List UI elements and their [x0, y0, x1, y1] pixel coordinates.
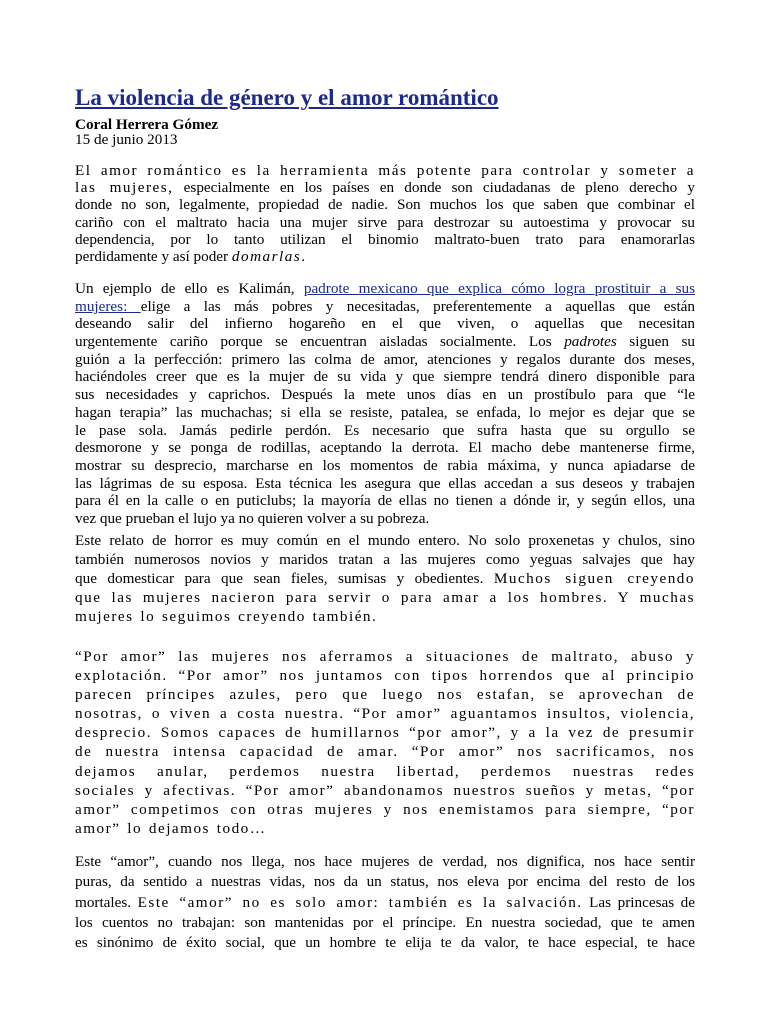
text-segment: las mujeres, — [75, 179, 174, 197]
text-line: los cuentos no trabajan: son mantenidas por el príncipe. En nuestra sociedad, que te amen — [75, 913, 695, 931]
text-line — [75, 569, 695, 588]
text-segment: siguen su — [616, 333, 695, 351]
text-line: sus necesidades y caprichos. Después la mete unos días en un prostíbulo para que “le — [75, 386, 695, 404]
text-segment: que domesticar para que sean fieles, sumisas y obedientes. — [75, 570, 494, 587]
text-line: desprecio. Somos capaces de humillarnos “por amor”, y a la vez de presumir — [75, 724, 695, 742]
text-line: desmorone y se ponga de rodillas, aceptando la derrota. El macho debe mantenerse firme, — [75, 439, 695, 457]
text-line: “Por amor” las mujeres nos aferramos a situaciones de maltrato, abuso y — [75, 648, 695, 665]
text-line: también numerosos novios y maridos tratan a las mujeres como yeguas salvajes que hay — [75, 551, 695, 568]
text-line: mujeres lo seguimos creyendo también. — [75, 608, 378, 625]
text-line: Este “amor”, cuando nos llega, nos hace mujeres de verdad, nos dignifica, nos hace sentir — [75, 853, 695, 870]
text-segment: mortales. — [75, 893, 138, 911]
publish-date: 15 de junio 2013 — [75, 131, 178, 148]
author-name: Coral Herrera Gómez — [75, 116, 219, 133]
text-line: cariño con el maltrato hacia una mujer sirve para destrozar su autoestima y provocar su — [75, 213, 695, 231]
text-line: haciéndoles creer que es la mujer de su vida y que siempre tendrá dinero disponible para — [75, 368, 695, 386]
paragraph — [75, 852, 695, 953]
paragraph — [75, 531, 695, 626]
text-line: deseando salir del infierno hogareño en el que viven, o aquellas que necesitan — [75, 315, 695, 333]
paragraph — [75, 280, 695, 528]
text-segment: Las princesas de — [582, 893, 695, 911]
text-line: para él en la calle o en puticlubs; la mayoría de ellas no tienen a dónde ir, y según ellos, una — [75, 492, 695, 510]
text-line — [75, 280, 695, 298]
text-line: amor” competimos con otras mujeres y nos enemistamos para siempre, “por — [75, 800, 695, 818]
text-line: de nuestra intensa capacidad de amar. “Por amor” nos sacrificamos, nos — [75, 743, 695, 761]
text-line: mostrar su desprecio, marcharse en los momentos de rabia máxima, y nunca apiadarse de — [75, 456, 695, 474]
text-line — [75, 893, 695, 913]
text-line: es sinónimo de éxito social, que un hombre te elija te da valor, te hace especial, te hace — [75, 934, 695, 951]
text-line: explotación. “Por amor” nos juntamos con tipos horrendos que al principio — [75, 667, 695, 685]
padrote-article-link[interactable]: mujeres: — [75, 297, 141, 315]
text-segment: Este “amor” no es solo amor: también es la salvación. — [137, 893, 583, 911]
text-line: parecen príncipes azules, pero que luego nos estafan, se aprovechan de — [75, 686, 695, 704]
text-line: sociales y afectivas. “Por amor” abandonamos nuestros sueños y metas, “por — [75, 781, 695, 799]
text-line: hagan terapia” las muchachas; si ella se resiste, patalea, se enfada, lo mejor es dejar que se — [75, 403, 695, 421]
text-line — [75, 333, 695, 351]
text-line: Este relato de horror es muy común en el mundo entero. No solo proxenetas y chulos, sino — [75, 532, 695, 549]
text-segment: urgentemente cariño porque se encuentran aisladas socialmente. Los — [75, 333, 565, 351]
text-line — [75, 298, 695, 316]
text-line: donde no son, legalmente, propiedad de nadie. Son muchos los que saben que combinar el — [75, 196, 695, 214]
text-line: amor” lo dejamos todo… — [75, 819, 267, 837]
text-line — [75, 179, 695, 196]
text-line: le pase sola. Jamás pedirle perdón. Es necesario que sufra hasta que su orgullo se — [75, 421, 695, 439]
paragraph — [75, 162, 695, 265]
text-segment: perdidamente y así poder — [75, 247, 232, 265]
paragraph — [75, 647, 695, 838]
article-title-link[interactable]: La violencia de género y el amor romántico — [75, 85, 499, 110]
italic-emphasis: padrotes — [564, 333, 617, 351]
text-segment: . — [301, 247, 306, 265]
text-line: dejamos anular, perdemos nuestra libertad, perdemos nuestras redes — [75, 762, 695, 780]
text-line: vez que prueban el lujo ya no quieren volver a su pobreza. — [75, 509, 430, 527]
text-line: nosotras, o viven a costa nuestra. “Por amor” aguantamos insultos, violencia, — [75, 705, 695, 723]
text-segment: elige a las más pobres y necesitadas, preferentemente a aquellas que están — [140, 297, 695, 315]
italic-emphasis: domarlas — [231, 247, 302, 265]
text-line: dependencia, por lo tanto utilizan el binomio maltrato-buen trato para enamorarlas — [75, 230, 695, 248]
padrote-article-link[interactable]: padrote mexicano que explica cómo logra prostituir a sus — [303, 280, 695, 297]
text-segment: Un ejemplo de ello es Kalimán, — [75, 280, 304, 297]
text-segment: especialmente en los países en donde son ciudadanas de pleno derecho y — [173, 179, 695, 197]
text-line: que las mujeres nacieron para servir o para amar a los hombres. Y muchas — [75, 589, 695, 606]
text-line: El amor romántico es la herramienta más potente para controlar y someter a — [75, 162, 695, 179]
text-line — [75, 248, 695, 265]
text-line: puras, da sentido a nuestras vidas, nos da un status, nos eleva por encima del resto de los — [75, 873, 695, 891]
text-segment: Muchos siguen creyendo — [493, 570, 695, 587]
text-line: las lágrimas de su esposa. Esta técnica les asegura que ellas accedan a sus deseos y trabajen — [75, 474, 695, 492]
text-line: guión a la perfección: primero las colma de amor, atenciones y regalos durante dos meses, — [75, 350, 695, 368]
